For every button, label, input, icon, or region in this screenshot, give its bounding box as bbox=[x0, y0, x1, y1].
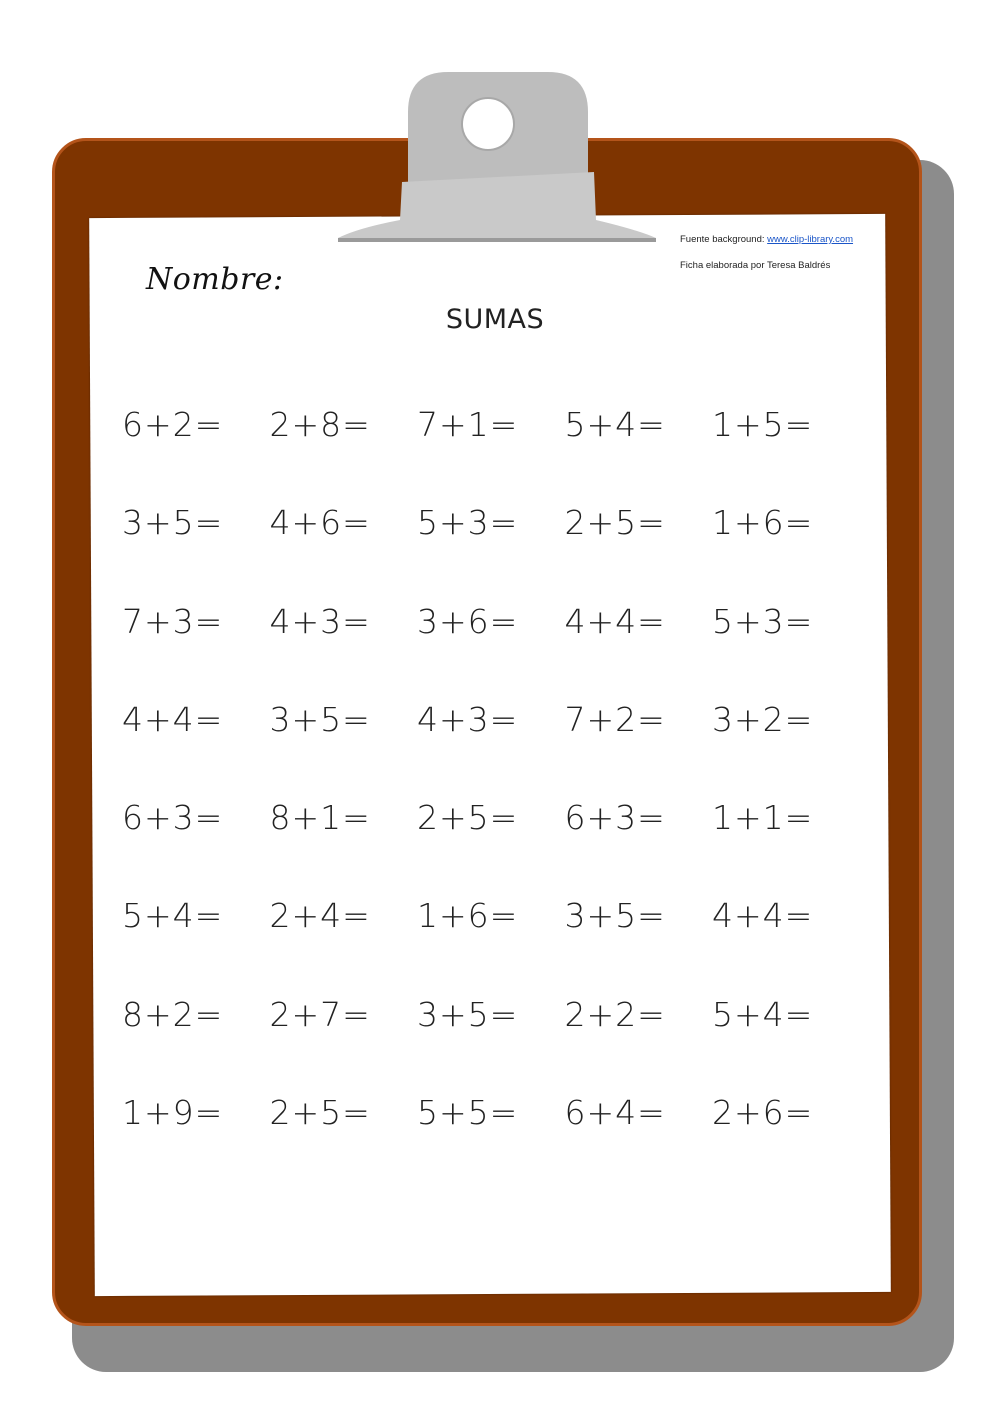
exercise-item: 1+5= bbox=[712, 405, 814, 444]
clip-icon bbox=[338, 52, 658, 244]
name-field-label: Nombre: bbox=[146, 262, 284, 297]
exercise-item: 2+7= bbox=[269, 994, 371, 1034]
exercise-item: 6+4= bbox=[564, 1093, 666, 1133]
exercise-item: 1+1= bbox=[712, 798, 814, 838]
source-credit bbox=[680, 233, 853, 246]
exercise-item: 5+3= bbox=[712, 601, 814, 641]
exercise-item: 3+5= bbox=[122, 503, 224, 543]
exercise-item: 5+4= bbox=[122, 896, 224, 936]
exercise-item: 2+6= bbox=[712, 1093, 814, 1133]
exercise-item: 7+3= bbox=[122, 601, 224, 641]
exercise-row bbox=[122, 1093, 862, 1191]
exercise-item: 4+3= bbox=[417, 699, 519, 739]
exercise-row bbox=[122, 798, 862, 896]
exercise-item: 2+8= bbox=[269, 405, 371, 444]
exercise-item: 3+2= bbox=[712, 699, 814, 739]
exercise-item: 6+3= bbox=[122, 798, 224, 838]
exercise-grid bbox=[122, 405, 862, 1191]
exercise-item: 2+5= bbox=[564, 503, 666, 543]
exercise-item: 4+6= bbox=[269, 503, 371, 543]
exercise-item: 2+5= bbox=[417, 798, 519, 838]
exercise-item: 3+5= bbox=[417, 994, 519, 1034]
exercise-item: 1+9= bbox=[122, 1093, 224, 1133]
author-credit: Ficha elaborada por Teresa Baldrés bbox=[680, 260, 831, 271]
exercise-item: 5+4= bbox=[564, 405, 666, 444]
exercise-item: 7+1= bbox=[417, 405, 519, 444]
exercise-item: 2+5= bbox=[269, 1093, 371, 1133]
exercise-row bbox=[122, 700, 862, 798]
exercise-item: 4+3= bbox=[269, 601, 371, 641]
page-title: SUMAS bbox=[445, 304, 545, 335]
exercise-row bbox=[122, 995, 862, 1093]
exercise-item: 8+2= bbox=[122, 994, 224, 1034]
exercise-item: 4+4= bbox=[564, 601, 666, 641]
exercise-item: 2+4= bbox=[269, 896, 371, 936]
exercise-item: 3+5= bbox=[564, 896, 666, 936]
exercise-item: 1+6= bbox=[417, 896, 519, 936]
exercise-item: 2+2= bbox=[564, 994, 666, 1034]
exercise-item: 6+2= bbox=[122, 405, 224, 444]
exercise-item: 5+4= bbox=[712, 994, 814, 1034]
exercise-item: 6+3= bbox=[564, 798, 666, 838]
exercise-item: 3+6= bbox=[417, 601, 519, 641]
exercise-item: 4+4= bbox=[122, 699, 224, 739]
exercise-row bbox=[122, 405, 862, 503]
exercise-row bbox=[122, 503, 862, 601]
exercise-row bbox=[122, 602, 862, 700]
exercise-item: 5+3= bbox=[417, 503, 519, 543]
source-label: Fuente background: bbox=[680, 234, 768, 245]
exercise-item: 3+5= bbox=[269, 699, 371, 739]
exercise-item: 1+6= bbox=[712, 503, 814, 543]
exercise-item: 4+4= bbox=[712, 896, 814, 936]
exercise-item: 8+1= bbox=[269, 798, 371, 838]
credits bbox=[680, 233, 853, 272]
source-link[interactable]: www.clip-library.com bbox=[767, 234, 854, 245]
exercise-item: 5+5= bbox=[417, 1093, 519, 1133]
exercise-row bbox=[122, 896, 862, 994]
exercise-item: 7+2= bbox=[564, 699, 666, 739]
